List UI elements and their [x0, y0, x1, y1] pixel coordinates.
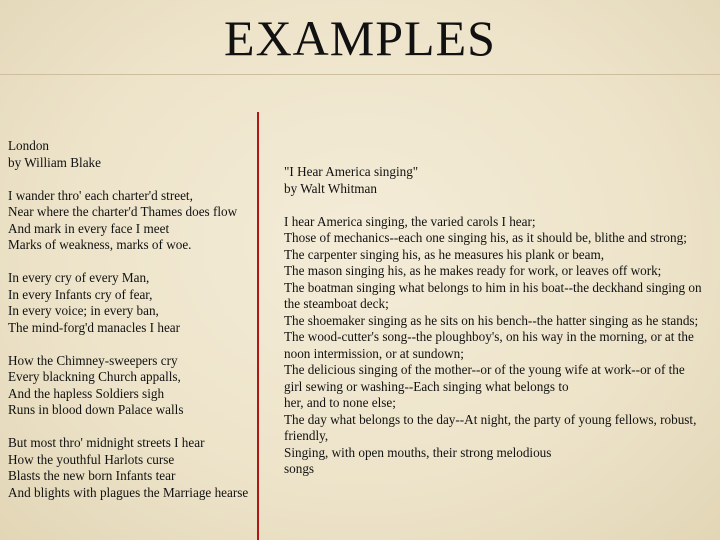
poem-line: And blights with plagues the Marriage hearse	[8, 484, 249, 500]
poem-line: Runs in blood down Palace walls	[8, 402, 184, 417]
poem-author: by William Blake	[8, 154, 101, 170]
america-poem	[284, 164, 704, 478]
poem-line: The mason singing his, as he makes ready for work, or leaves off work;	[284, 263, 662, 278]
poem-title: London	[8, 138, 50, 153]
poem-line: In every cry of every Man,	[8, 270, 150, 285]
poem-line: And mark in every face I meet	[8, 220, 170, 236]
poem-line: her, and to none else;	[284, 395, 396, 410]
poem-line: But most thro' midnight streets I hear	[8, 435, 205, 450]
poem-line: And the hapless Soldiers sigh	[8, 385, 165, 401]
poem-line: The shoemaker singing as he sits on his bench--the hatter singing as he stands;	[284, 312, 699, 328]
poem-line: Singing, with open mouths, their strong melodious	[284, 444, 552, 460]
poem-line: Near where the charter'd Thames does flow	[8, 204, 238, 219]
poem-line: The wood-cutter's song--the ploughboy's, on his way in the morning, or at the noon intermission, or at sundown;	[284, 329, 694, 361]
poem-line: The boatman singing what belongs to him in his boat--the deckhand singing on the steamboat deck;	[284, 279, 702, 311]
poem-line: I wander thro' each charter'd street,	[8, 187, 193, 203]
poem-line: How the youthful Harlots curse	[8, 451, 175, 467]
poem-line: Every blackning Church appalls,	[8, 369, 181, 384]
poem-line: Marks of weakness, marks of woe.	[8, 237, 192, 252]
poem-line: How the Chimney-sweepers cry	[8, 352, 178, 368]
poem-line: The delicious singing of the mother--or of the young wife at work--or of the girl sewing or washing--Each singing what belongs to	[284, 362, 685, 394]
slide-title: EXAMPLES	[224, 10, 496, 66]
poem-line: Blasts the new born Infants tear	[8, 468, 176, 483]
poem-line: songs	[284, 461, 315, 476]
poem-line: The day what belongs to the day--At night, the party of young fellows, robust, friendly,	[284, 411, 697, 443]
london-poem	[8, 138, 260, 501]
poem-line: Those of mechanics--each one singing his, as it should be, blithe and strong;	[284, 230, 687, 245]
poem-line: The carpenter singing his, as he measures his plank or beam,	[284, 246, 605, 262]
poem-line: I hear America singing, the varied carols I hear;	[284, 213, 536, 229]
poem-line: The mind-forg'd manacles I hear	[8, 319, 181, 335]
poem-line: In every Infants cry of fear,	[8, 286, 153, 302]
title-divider	[0, 74, 720, 75]
poem-author: by Walt Whitman	[284, 180, 377, 196]
poem-title: "I Hear America singing"	[284, 164, 419, 179]
poem-line: In every voice; in every ban,	[8, 303, 159, 318]
